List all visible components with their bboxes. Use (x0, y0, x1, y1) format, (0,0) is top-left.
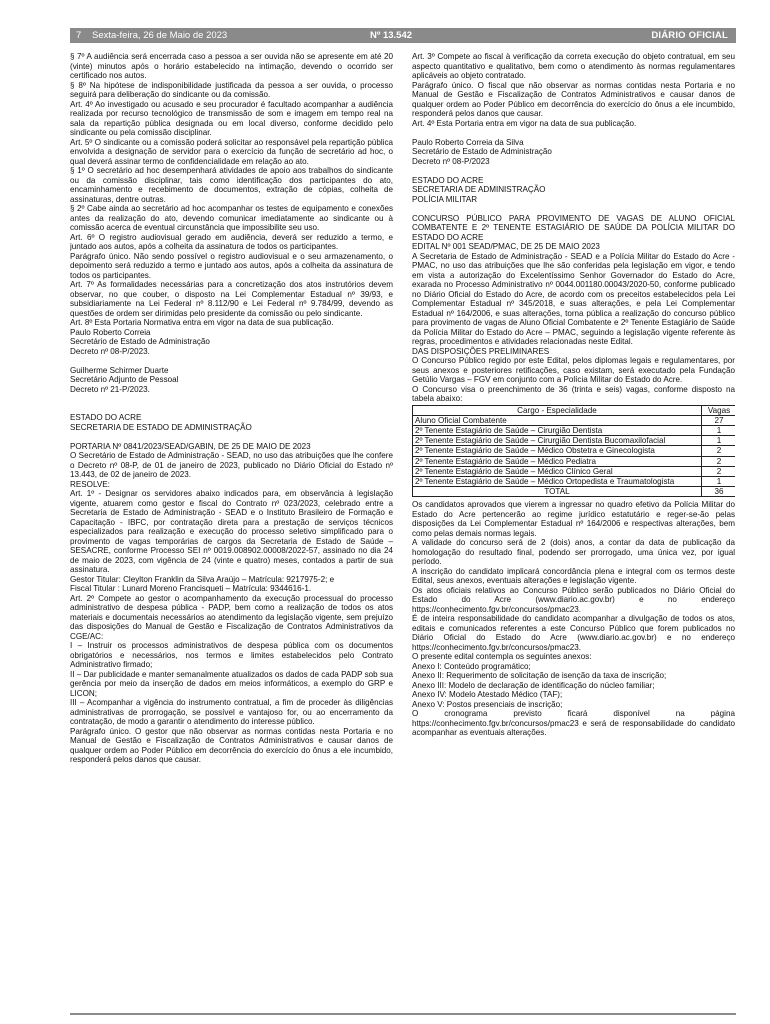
paragraph: III – Acompanhar a vigência do instrumento contratual, a fim de proceder às diligências administrativas de prorrogação, se possível e vantajoso for, ou ao encerramento da contratação, de modo a garantir o atendimento do interesse público. (70, 698, 393, 726)
edital-title: EDITAL Nº 001 SEAD/PMAC, DE 25 DE MAIO 2023 (412, 242, 600, 251)
table-cell-cargo: 2º Tenente Estagiário de Saúde – Cirurgião Dentista (413, 425, 702, 435)
table-cell-cargo: 2º Tenente Estagiário de Saúde – Médico Pediatra (413, 456, 702, 466)
paragraph: Gestor Titular: Cleylton Franklin da Silva Araújo – Matrícula: 9217975-2; e (70, 574, 335, 584)
table-total-value: 36 (702, 487, 736, 497)
table-row (413, 425, 736, 435)
paragraph: Art. 2º Compete ao gestor o acompanhamento da execução processual do processo administrativo de despesa pública - PADP, bem como a realização de todos os atos materiais e documentais necessários ao atendimento da legislação vigente, sem prejuízo das disposições do Manual de Gestão e Fiscalização de Contratos Administrativos da CGE/AC: (70, 593, 393, 641)
paragraph: § 7º A audiência será encerrada caso a pessoa a ser ouvida não se apresente em até 20 (vinte) minutos após o horário estabelecido na intimação, devendo o ocorrido ser certificado nos autos. (70, 52, 393, 80)
table-row (413, 456, 736, 466)
signature-block: Paulo Roberto Correia da Silva Secretário de Estado de Administração Decreto nº 08-P/2023 (412, 137, 552, 166)
paragraph: Art. 5º O sindicante ou a comissão poderá solicitar ao responsável pela repartição pública envolvida a designação de servidor para o exercício da função de secretário ad hoc, o qual deverá assinar termo de confidencialidade em relação ao ato. (70, 137, 393, 166)
paragraph: Art. 4º Esta Portaria entra em vigor na data de sua publicação. (412, 118, 637, 128)
page-header (70, 28, 736, 43)
paragraph: É de inteira responsabilidade do candidato acompanhar a divulgação de todos os atos, editais e comunicados referentes a este Concurso Público que forem publicados no Diário Oficial do Estado do Acre (www.diario.ac.gov.br) e no endereço https://conhecimento.fgv.br/concursos/pmac23. (412, 614, 735, 652)
subsection-heading: DAS DISPOSIÇÕES PRELIMINARES (412, 346, 550, 356)
table-cell-vagas: 1 (702, 425, 736, 435)
section-heading: ESTADO DO ACRE SECRETARIA DE ESTADO DE ADMINISTRAÇÃO (70, 413, 252, 432)
table-total-label: TOTAL (413, 487, 702, 497)
right-column (412, 52, 735, 1007)
concurso-title: CONCURSO PÚBLICO PARA PROVIMENTO DE VAGAS DE ALUNO OFICIAL COMBATENTE E 2º TENENTE ESTAGIÁRIO DE SAÚDE DA POLÍCIA MILITAR DO ESTADO DO ACRE (412, 213, 735, 242)
paragraph: I – Instruir os processos administrativos de despesa pública com os documentos obrigatórios e necessários, nos termos e limites estabelecidos pelo Contrato Administrativo firmado; (70, 641, 393, 669)
annex-item: Anexo I: Conteúdo programático; (412, 661, 531, 671)
annex-item: Anexo IV: Modelo Atestado Médico (TAF); (412, 690, 563, 700)
table-cell-vagas: 2 (702, 466, 736, 476)
table-header-cargo: Cargo - Especialidade (413, 405, 702, 415)
signature-block: Paulo Roberto Correia Secretário de Estado de Administração Decreto nº 08-P/2023. (70, 327, 210, 356)
table-header-vagas: Vagas (702, 405, 736, 415)
paragraph: A validade do concurso será de 2 (dois) anos, a contar da data de publicação da homologação do resultado final, podendo ser prorrogado, uma única vez, por igual período. (412, 538, 735, 567)
table-cell-cargo: 2º Tenente Estagiário de Saúde – Cirurgião Dentista Bucomaxilofacial (413, 436, 702, 446)
table-cell-cargo: 2º Tenente Estagiário de Saúde – Médico Obstetra e Ginecologista (413, 446, 702, 456)
paragraph: Art. 3º Compete ao fiscal à verificação da correta execução do objeto contratual, em seu aspecto quantitativo e qualitativo, bem como o atendimento às normas regulamentares aplicáveis ao objeto contratado. (412, 52, 735, 80)
table-cell-vagas: 1 (702, 436, 736, 446)
paragraph: Parágrafo único. O fiscal que não observar as normas contidas nesta Portaria e no Manual de Gestão e Fiscalização de Contratos Administrativos e causar danos de qualquer ordem ao Poder Público em decorrência do exercício do ônus a ele incumbido, responderá pelos danos que causar. (412, 80, 735, 118)
annex-item: Anexo III: Modelo de declaração de identificação do núcleo familiar; (412, 680, 655, 690)
vagas-table (412, 405, 735, 498)
table-row (413, 476, 736, 486)
paragraph: O Concurso Público regido por este Edital, pelos diplomas legais e regulamentares, por seus anexos e posteriores retificações, caso existam, será executado pela Fundação Getúlio Vargas – FGV em conjunto com a Polícia Militar do Estado do Acre. (412, 356, 735, 384)
paragraph: Parágrafo único. Não sendo possível o registro audiovisual e o seu armazenamento, o depoimento será reduzido a termo e juntado aos autos, após a colheita da assinatura de todos os participantes. (70, 251, 393, 280)
paragraph: Art. 6º O registro audiovisual gerado em audiência, deverá ser reduzido a termo, e juntado aos autos, após a colheita da assinatura de todos os participantes. (70, 232, 393, 251)
paragraph: O Secretário de Estado de Administração - SEAD, no uso das atribuições que lhe confere o Decreto nº 08-P, de 01 de janeiro de 2023, publicado no Diário Oficial do Estado nº 13.443, de 02 de janeiro de 2023. (70, 451, 393, 479)
page-number: 7 (76, 30, 82, 41)
paragraph: II – Dar publicidade e manter semanalmente atualizados os dados de cada PADP sob sua gerência por meio da inserção de dados em meios informáticos, a exemplo do GRP e LICON; (70, 669, 393, 698)
table-cell-vagas: 2 (702, 446, 736, 456)
paragraph: § 2º Cabe ainda ao secretário ad hoc acompanhar os testes de equipamento e conexões antes da realização do ato, devendo comunicar imediatamente ao sindicante ou à comissão acerca de eventual circunstância que impossibilite seu uso. (70, 204, 393, 232)
table-total-row (413, 487, 736, 497)
paragraph: O Concurso visa o preenchimento de 36 (trinta e seis) vagas, conforme disposto na tabela abaixo: (412, 384, 735, 403)
paragraph: Art. 8º Esta Portaria Normativa entra em vigor na data de sua publicação. (70, 318, 334, 327)
table-cell-cargo: Aluno Oficial Combatente (413, 415, 702, 425)
table-cell-cargo: 2º Tenente Estagiário de Saúde – Médico Clínico Geral (413, 466, 702, 476)
paragraph: RESOLVE: (70, 479, 110, 489)
table-row (413, 415, 736, 425)
paragraph: A Secretaria de Estado de Administração - SEAD e a Polícia Militar do Estado do Acre - PMAC, no uso das atribuições que lhe são conferidas pela legislação em vigor, e tendo em vista a autorização do Excelentíssimo Senhor Governador do Estado do Acre, exarada no Processo Administrativo nº 0044.001180.00043/2020-50, conforme publicado no Diário Oficial do Estado do Acre, de acordo com os preceitos estabelecidos pela Lei Complementar Estadual nº 345/2018, e suas alterações, e pela Lei Complementar Estadual nº 164/2006, e suas alterações, torna pública a realização do concurso público para provimento de vagas de Aluno Oficial Combatente e 2º Tenente Estagiário de Saúde da Polícia Militar do Estado do Acre – PMAC, seguindo a legislação vigente referente às regras, procedimentos e atividades relacionadas neste Edital. (412, 251, 735, 346)
portaria-title: PORTARIA Nº 0841/2023/SEAD/GABIN, DE 25 DE MAIO DE 2023 (70, 441, 311, 451)
header-publication-title: DIÁRIO OFICIAL (651, 30, 728, 41)
annex-item: Anexo II: Requerimento de solicitação de isenção da taxa de inscrição; (412, 671, 667, 681)
table-row (413, 446, 736, 456)
paragraph: Os candidatos aprovados que vierem a ingressar no quadro efetivo da Polícia Militar do Estado do Acre pertencerão ao regime jurídico estatutário e reger-se-ão pelas disposições da Lei Complementar Estadual nº 164/2006 e respectivas alterações, bem como pelas demais normas legais. (412, 500, 735, 538)
table-cell-cargo: 2º Tenente Estagiário de Saúde – Médico Ortopedista e Traumatologista (413, 476, 702, 486)
annex-item: Anexo V: Postos presenciais de inscrição; (412, 699, 563, 709)
paragraph: § 1º O secretário ad hoc desempenhará atividades de apoio aos trabalhos do sindicante ou da comissão disciplinar, tais como identificação dos participantes do ato, encaminhamento e recebimento de documentos, extração de cópias, colheita de assinaturas, dentre outras. (70, 166, 393, 204)
paragraph: § 8º Na hipótese de indisponibilidade justificada da pessoa a ser ouvida, o processo seguirá para deliberação do sindicante ou da comissão. (70, 80, 393, 99)
left-column (70, 52, 393, 1007)
paragraph: O cronograma previsto ficará disponível na página https://conhecimento.fgv.br/concursos/pmac23 e será de responsabilidade do candidato acompanhar as eventuais alterações. (412, 709, 735, 738)
table-cell-vagas: 1 (702, 476, 736, 486)
signature-block: Guilherme Schirmer Duarte Secretário Adjunto de Pessoal Decreto nº 21-P/2023. (70, 365, 179, 394)
table-cell-vagas: 2 (702, 456, 736, 466)
paragraph: O presente edital contempla os seguintes anexos: (412, 652, 592, 662)
table-row (413, 436, 736, 446)
paragraph: Parágrafo único. O gestor que não observar as normas contidas nesta Portaria e no Manual de Gestão e Fiscalização de Contratos Administrativos e causar danos de qualquer ordem ao Poder Público em decorrência do exercício do ônus a ele incumbido, responderá pelos danos que causar. (70, 726, 393, 764)
paragraph: Os atos oficiais relativos ao Concurso Público serão publicados no Diário Oficial do Estado do Acre (www.diario.ac.gov.br) e no endereço https://conhecimento.fgv.br/concursos/pmac23. (412, 585, 735, 614)
paragraph: Fiscal Titular : Lunard Moreno Francisqueti – Matrícula: 9344616-1. (70, 584, 312, 593)
table-row (413, 466, 736, 476)
paragraph: Art. 1º - Designar os servidores abaixo indicados para, em observância à legislação vigente, atuarem como gestor e fiscal do Contrato nº 023/2023, celebrado entre a Secretaria de Estado de Administração - SEAD e o Instituto Brasileiro de Formação e Capacitação - IBFC, por contratação direta para a prestação de serviços técnicos especializados para realização e execução do processo seletivo simplificado para o provimento de vagas temporárias de cargos da Secretaria de Estado de Saúde – SESACRE, conforme Processo SEI nº 0019.008902.00008/2022-57, assinado no dia 24 de maio de 2023, com vigência de 24 (vinte e quatro) meses, contados a partir de sua assinatura. (70, 489, 393, 574)
paragraph: Art. 7º As formalidades necessárias para a concretização dos atos instrutórios devem observar, no que couber, o disposto na Lei Complementar Estadual nº 39/93, e subsidiariamente na Lei Federal nº 8.112/90 e Lei Federal nº 9.784/99, devendo as questões de ordem ser dirimidas pelo presidente da comissão ou pelo sindicante. (70, 280, 393, 318)
table-header-row (413, 405, 736, 415)
table-cell-vagas: 27 (702, 415, 736, 425)
header-issue-number: Nº 13.542 (370, 30, 413, 41)
section-heading: ESTADO DO ACRE SECRETARIA DE ADMINISTRAÇÃO POLÍCIA MILITAR (412, 175, 546, 204)
paragraph: A inscrição do candidato implicará concordância plena e integral com os termos deste Edital, seus anexos, eventuais alterações e legislação vigente. (412, 566, 735, 586)
paragraph: Art. 4º Ao investigado ou acusado e seu procurador é facultado acompanhar a audiência realizada por recurso tecnológico de transmissão de som e imagem em tempo real na sala da repartição pública designada ou em local diverso, conforme decidido pelo sindicante ou pela comissão disciplinar. (70, 99, 393, 137)
footer-rule (70, 1013, 736, 1015)
header-date: Sexta-feira, 26 de Maio de 2023 (92, 30, 228, 41)
